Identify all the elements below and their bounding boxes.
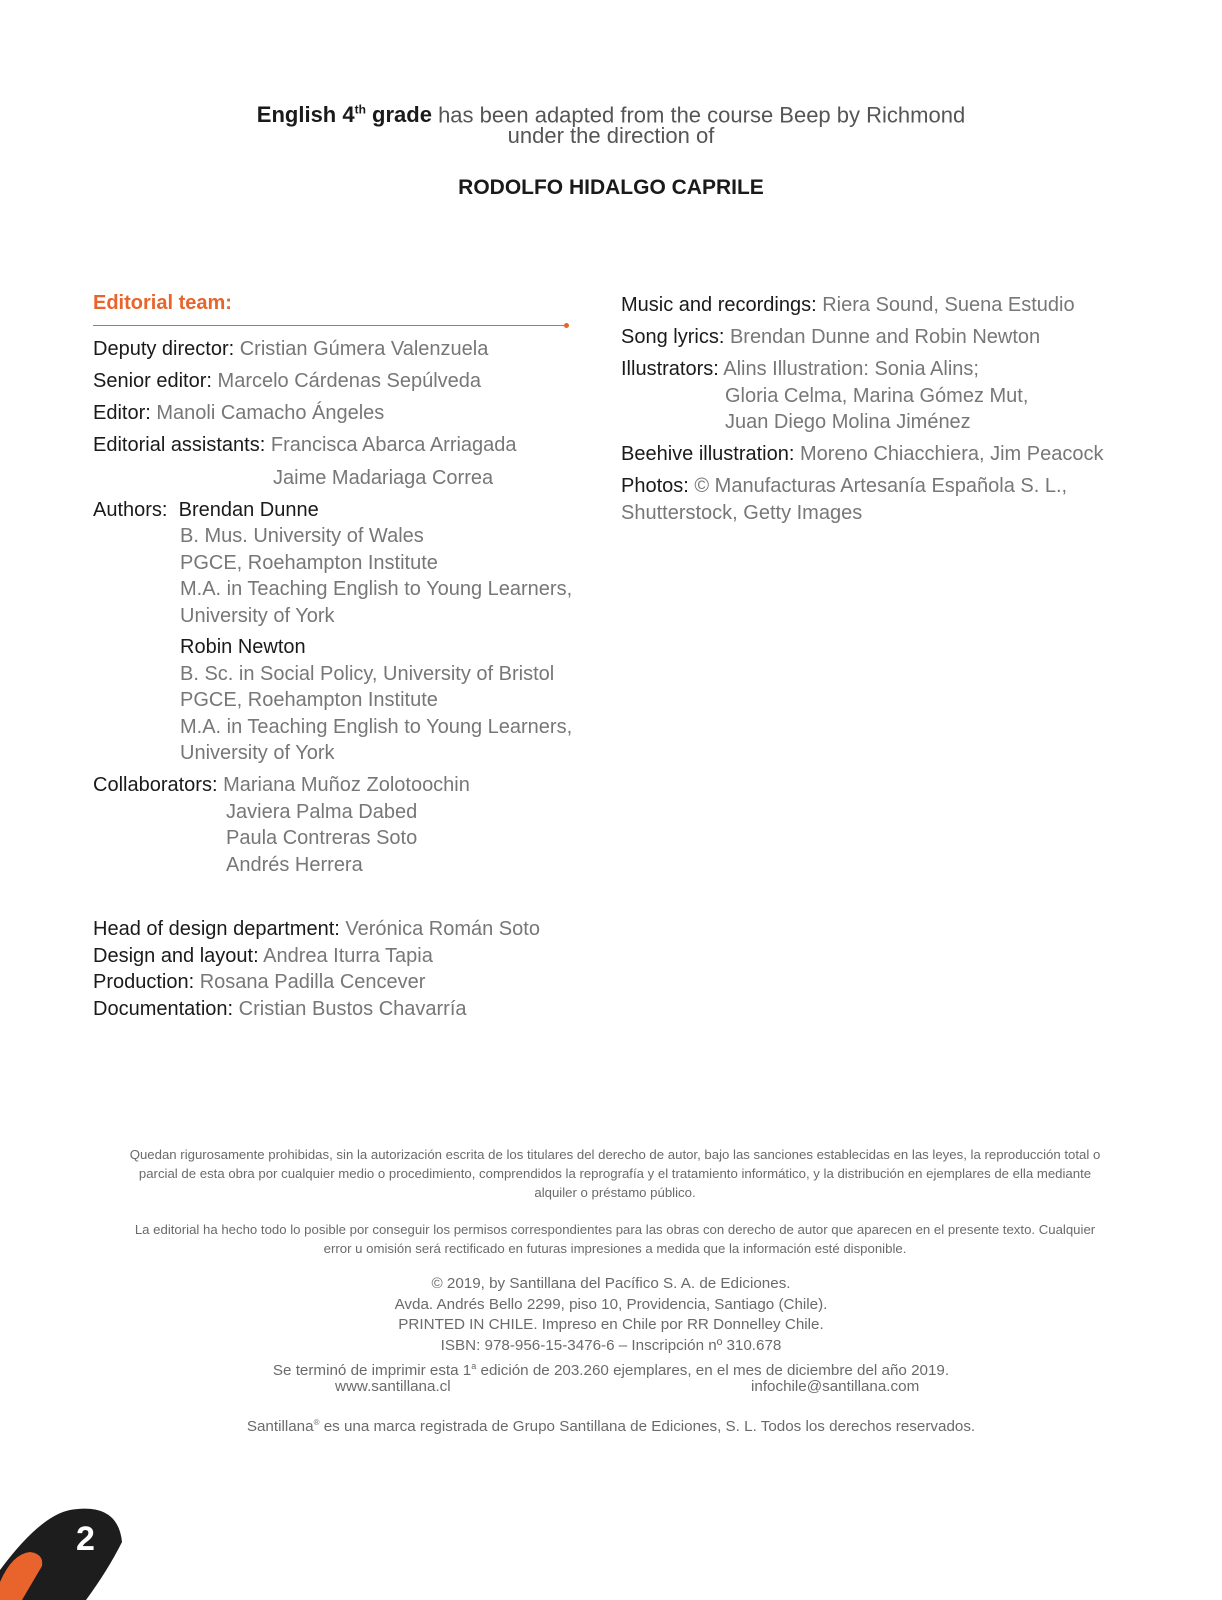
permissions-notice: La editorial ha hecho todo lo posible por conseguir los permisos correspondientes para las obras con derecho de autor que aparecen en el presente texto. Cualquier error u omisión será rectificado en futuras impresiones a medida que la información esté disponible. xyxy=(134,1222,1096,1256)
imprint-isbn: ISBN: 978-956-15-3476-6 – Inscripción nº 310.678 xyxy=(440,1336,782,1354)
design-credits xyxy=(93,916,633,1022)
editorial-divider xyxy=(93,325,567,326)
imprint-copyright: © 2019, by Santillana del Pacífico S. A. de Ediciones. xyxy=(431,1275,791,1292)
book-title: English 4th grade xyxy=(256,102,432,128)
credit-design-layout: Design and layout: Andrea Iturra Tapia xyxy=(93,944,433,967)
intro-line-2: under the direction of xyxy=(507,123,715,148)
credit-beehive: Beehive illustration: Moreno Chiacchiera, Jim Peacock xyxy=(621,443,1104,465)
credit-head-of-design: Head of design department: Verónica Román Soto xyxy=(93,918,540,940)
credit-collaborators: Collaborators: Mariana Muñoz Zolotoochin Javiera Palma Dabed Paula Contreras Soto Andrés Herrera xyxy=(93,774,470,876)
legal-notice: Quedan rigurosamente prohibidas, sin la autorización escrita de los titulares del derecho de autor, bajo las sanciones establecidas en las leyes, la reproducción total o parcial de esta obra por cualquier medio o procedimiento, comprendidos la reprografía y el tratamiento informático, y la distribución en ejemplares de ella mediante alquiler o préstamo público. xyxy=(129,1147,1101,1200)
credit-senior-editor: Senior editor: Marcelo Cárdenas Sepúlveda xyxy=(93,370,482,392)
right-credits xyxy=(621,292,1141,532)
credit-illustrators: Illustrators: Alins Illustration: Sonia Alins; Gloria Celma, Marina Gómez Mut, Juan Diego Molina Jiménez xyxy=(621,358,1029,433)
credit-editorial-assistants: Editorial assistants: Francisca Abarca Arriagada Jaime Madariaga Correa xyxy=(93,434,517,489)
credit-song-lyrics: Song lyrics: Brendan Dunne and Robin Newton xyxy=(621,326,1041,348)
author-name: Brendan Dunne xyxy=(178,498,319,521)
imprint-trademark: Santillana® es una marca registrada de Grupo Santillana de Ediciones, S. L. Todos los derechos reservados. xyxy=(246,1418,976,1436)
credit-documentation: Documentation: Cristian Bustos Chavarría xyxy=(93,997,467,1020)
credit-editor: Editor: Manoli Camacho Ángeles xyxy=(93,402,385,424)
credit-production: Production: Rosana Padilla Cencever xyxy=(93,971,426,993)
director-name: RODOLFO HIDALGO CAPRILE xyxy=(458,176,764,199)
credit-deputy-director: Deputy director: Cristian Gúmera Valenzuela xyxy=(93,338,489,360)
credit-authors: Authors: Brendan Dunne B. Mus. University of Wales PGCE, Roehampton Institute M.A. in Teaching English to Young Learners, University of York Robin Newton B. Sc. in Social Policy, University of Bristol PGCE, Roehampton Institute M.A. in Teaching English to Young Learners, University of York xyxy=(93,497,583,767)
editorial-team-heading: Editorial team: xyxy=(93,292,232,314)
credit-photos: Photos: © Manufacturas Artesanía Española S. L., Shutterstock, Getty Images xyxy=(621,475,1068,524)
credit-music: Music and recordings: Riera Sound, Suena Estudio xyxy=(621,294,1075,316)
intro-line-1: English 4th grade has been adapted from the course Beep by Richmond xyxy=(256,102,966,128)
author-name: Robin Newton xyxy=(180,636,306,658)
imprint-printed: PRINTED IN CHILE. Impreso en Chile por RR Donnelley Chile. xyxy=(398,1316,824,1333)
page-number: 2 xyxy=(76,1520,95,1558)
editorial-credits xyxy=(93,336,583,884)
imprint-print-run: Se terminó de imprimir esta 1$^a$ edición de 203.260 ejemplares, en el mes de diciembre del año 2019. xyxy=(272,1361,950,1380)
page-badge xyxy=(0,1508,122,1600)
website-link[interactable]: www.santillana.cl xyxy=(335,1377,451,1395)
imprint-address: Avda. Andrés Bello 2299, piso 10, Providencia, Santiago (Chile). xyxy=(394,1295,828,1313)
email-link[interactable]: infochile@santillana.com xyxy=(751,1377,920,1395)
